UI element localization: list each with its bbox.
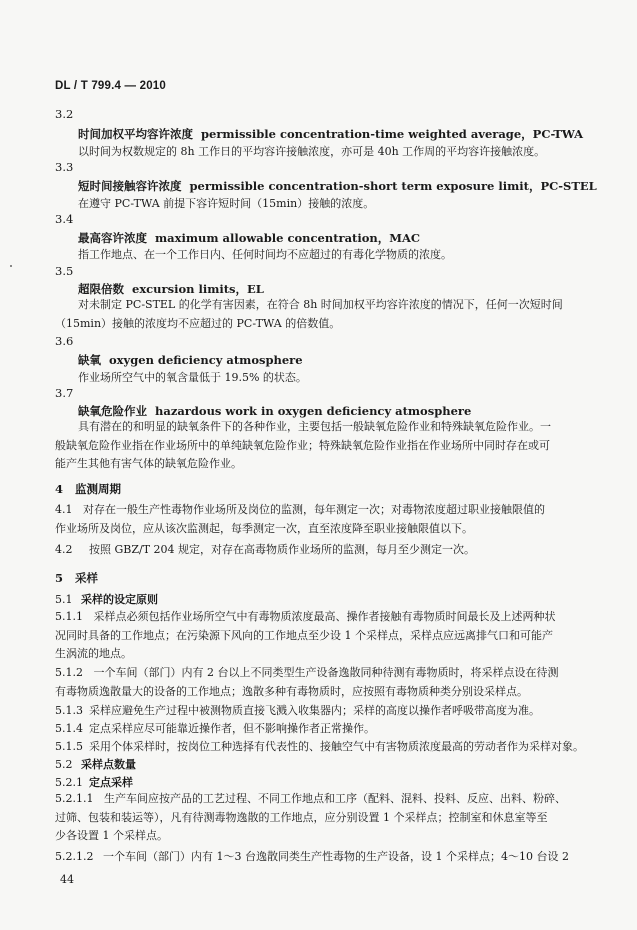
scan-speck — [10, 265, 12, 267]
clause-line — [55, 738, 584, 754]
def-term-en: maximum allowable concentration，MAC — [155, 231, 421, 245]
clause-text: 采样点必须包括作业场所空气中有毒物质浓度最高、操作者接触有毒物质时间最长及上述两种状 — [93, 610, 556, 623]
def-number: 3.7 — [55, 386, 74, 400]
subsection-heading — [55, 774, 133, 790]
def-term-en: permissible concentration-time weighted average，PC-TWA — [201, 127, 583, 141]
clause-number: 5.2.1.1 — [55, 792, 94, 805]
clause-paragraph — [55, 608, 585, 664]
subsection-title: 定点采样 — [89, 776, 133, 789]
clause-number: 4.1 — [55, 503, 73, 516]
def-number: 3.4 — [55, 212, 74, 226]
clause-paragraph — [55, 790, 585, 846]
def-text: 指工作地点、在一个工作日内、任何时间均不应超过的有毒化学物质的浓度。 — [78, 248, 452, 261]
def-number: 3.3 — [55, 160, 74, 174]
def-term — [78, 403, 471, 419]
text-line: 对未制定 PC-STEL 的化学有害因素，在符合 8h 时间加权平均容许浓度的情况下，任何一次短时间 — [78, 298, 563, 311]
text-line: 能产生其他有害气体的缺氧危险作业。 — [55, 457, 242, 470]
subsection-title: 采样的设定原则 — [81, 593, 158, 606]
clause-text: 一个车间（部门）内有 2 台以上不同类型生产设备逸散同种待测有毒物质时，将采样点设在待测 — [93, 666, 559, 679]
clause-number: 5.2.1 — [55, 776, 83, 789]
text-line: 具有潜在的和明显的缺氧条件下的各种作业，主要包括一般缺氧危险作业和特殊缺氧危险作业。一 — [78, 420, 551, 433]
clause-number: 5.1.4 — [55, 722, 83, 735]
section-heading — [55, 570, 98, 586]
def-term — [78, 281, 264, 297]
text-line: 少各设置 1 个采样点。 — [55, 829, 168, 842]
def-term-cn: 缺氧危险作业 — [78, 404, 147, 418]
def-term-cn: 时间加权平均容许浓度 — [78, 127, 193, 141]
text-line: 生涡流的地点。 — [55, 647, 132, 660]
def-term-cn: 短时间接触容许浓度 — [78, 179, 182, 193]
clause-text: 对存在一般生产性毒物作业场所及岗位的监测，每年测定一次；对毒物浓度超过职业接触限值的 — [83, 503, 545, 516]
page-number: 44 — [60, 873, 74, 886]
def-term — [78, 230, 420, 246]
clause-text: 定点采样应尽可能靠近操作者，但不影响操作者正常操作。 — [89, 722, 375, 735]
text-line — [55, 664, 585, 683]
clause-text: 一个车间（部门）内有 1～3 台逸散同类生产性毒物的生产设备，设 1 个采样点；4～10 台设 2 — [103, 850, 569, 863]
text-line: 般缺氧危险作业指在作业场所中的单纯缺氧危险作业；特殊缺氧危险作业指在作业场所中同时存在或可 — [55, 438, 550, 452]
clause-number: 5.1.2 — [55, 666, 83, 679]
clause-text: 采用个体采样时，按岗位工种选择有代表性的、接触空气中有害物质浓度最高的劳动者作为采样对象。 — [89, 740, 584, 753]
clause-number: 5.2.1.2 — [55, 850, 94, 863]
clause-number: 4.2 — [55, 543, 73, 556]
clause-paragraph — [55, 501, 585, 538]
text-line — [55, 501, 585, 520]
def-number: 3.2 — [55, 107, 74, 121]
clause-text: 采样应避免生产过程中被测物质直接飞溅入收集器内；采样的高度以操作者呼吸带高度为准。 — [89, 704, 540, 717]
subsection-title: 采样点数量 — [81, 758, 136, 771]
text-line — [55, 790, 585, 809]
section-heading — [55, 481, 121, 497]
clause-paragraph — [55, 664, 585, 701]
def-text: 以时间为权数规定的 8h 工作日的平均容许接触浓度，亦可是 40h 工作周的平均容许接触浓度。 — [78, 145, 546, 158]
def-text: 作业场所空气中的氧含量低于 19.5% 的状态。 — [78, 371, 307, 384]
text-line: 作业场所及岗位，应从该次监测起，每季测定一次，直至浓度降至职业接触限值以下。 — [55, 521, 473, 535]
subsection-heading — [55, 756, 136, 772]
def-paragraph — [55, 296, 585, 333]
def-term-en: hazardous work in oxygen deficiency atmosphere — [155, 404, 472, 418]
section-number: 4 — [55, 482, 64, 496]
clause-text: 生产车间应按产品的工艺过程、不同工作地点和工序（配料、混料、投料、反应、出料、粉碎、 — [103, 792, 566, 805]
clause-line — [55, 541, 475, 557]
text-line: 有毒物质逸散量大的设备的工作地点；逸散多种有毒物质时，应按照有毒物质种类分别设采样点。 — [55, 684, 528, 698]
clause-number: 5.1.3 — [55, 704, 83, 717]
text-line: 过筛、包装和装运等），凡有待测毒物逸散的工作地点，应分别设置 1 个采样点；控制室和休息室等至 — [55, 810, 548, 824]
section-number: 5 — [55, 571, 64, 585]
clause-number: 5.1 — [55, 593, 73, 606]
clause-number: 5.1.1 — [55, 610, 83, 623]
text-line: （15min）接触的浓度均不应超过的 PC-TWA 的倍数值。 — [55, 316, 341, 330]
def-term-cn: 超限倍数 — [78, 282, 124, 296]
def-number: 3.5 — [55, 264, 74, 278]
def-number: 3.6 — [55, 334, 74, 348]
def-term — [78, 178, 597, 194]
def-term-cn: 最高容许浓度 — [78, 231, 147, 245]
text-line: 况同时具备的工作地点；在污染源下风向的工作地点至少设 1 个采样点，采样点应远离排气口和可能产 — [55, 628, 553, 642]
def-term — [78, 352, 303, 368]
section-title: 监测周期 — [75, 482, 121, 496]
clause-line — [55, 720, 375, 736]
def-term-en: excursion limits，EL — [132, 282, 264, 296]
text-line — [55, 608, 585, 627]
section-title: 采样 — [75, 571, 98, 585]
standard-header: DL / T 799.4 — 2010 — [55, 80, 166, 92]
subsection-heading — [55, 591, 158, 607]
clause-number: 5.2 — [55, 758, 73, 771]
def-term-en: oxygen deficiency atmosphere — [109, 353, 303, 367]
def-paragraph — [55, 418, 585, 474]
def-term-en: permissible concentration-short term exposure limit，PC-STEL — [189, 179, 597, 193]
def-text: 在遵守 PC-TWA 前提下容许短时间（15min）接触的浓度。 — [78, 197, 375, 210]
def-term-cn: 缺氧 — [78, 353, 101, 367]
clause-number: 5.1.5 — [55, 740, 83, 753]
clause-line — [55, 702, 540, 718]
clause-line — [55, 848, 569, 864]
clause-text: 按照 GBZ/T 204 规定，对存在高毒物质作业场所的监测，每月至少测定一次。 — [89, 543, 476, 556]
def-term — [78, 126, 583, 142]
